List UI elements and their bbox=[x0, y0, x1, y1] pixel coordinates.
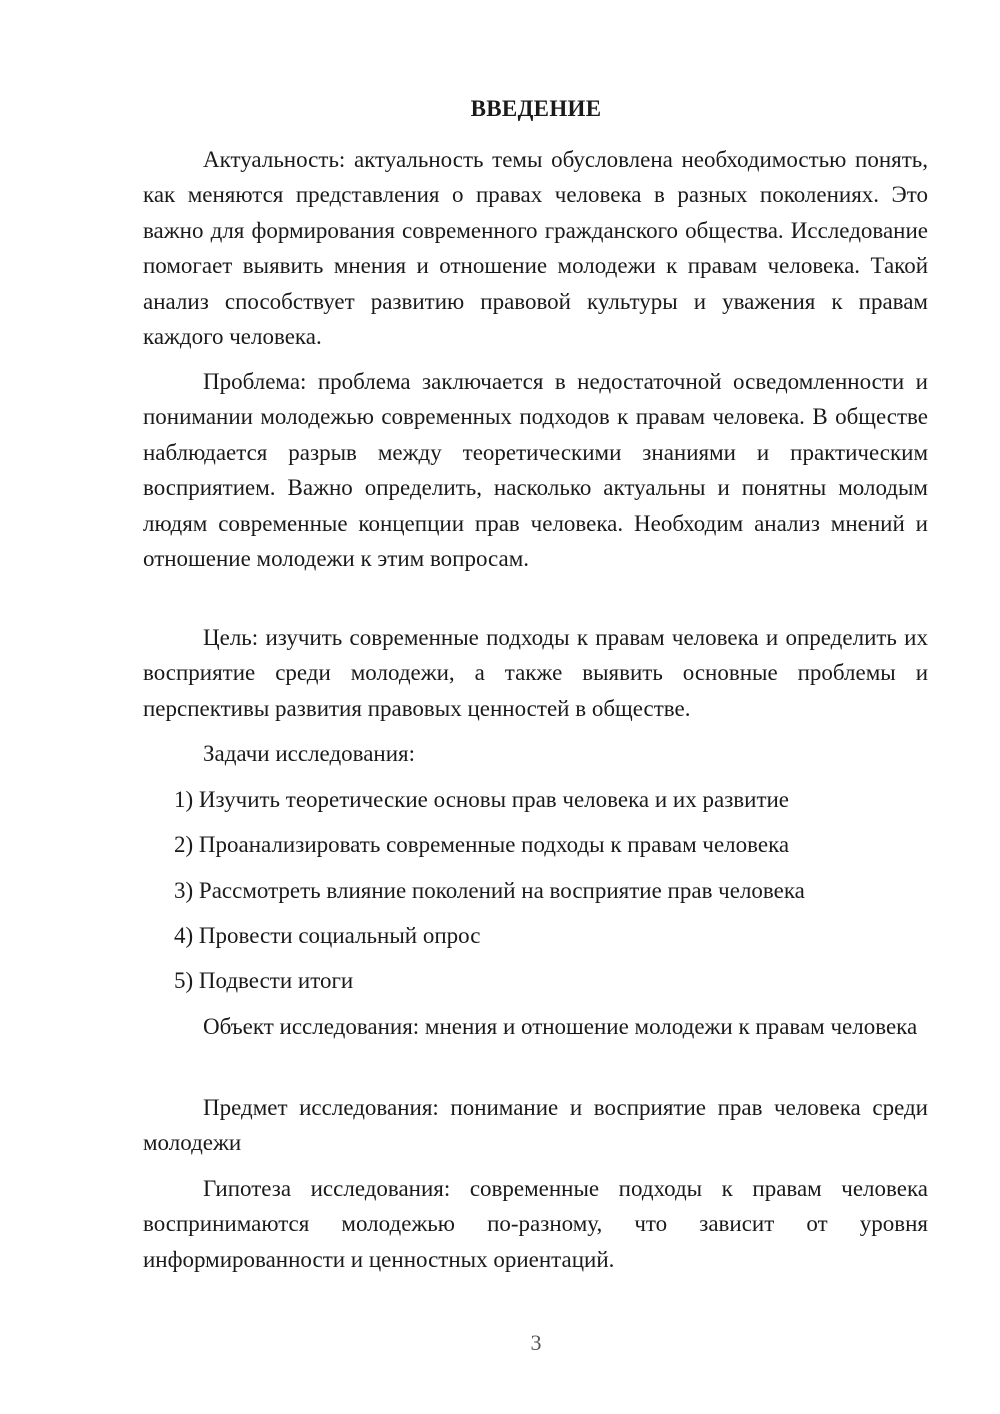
task-item-4: 4) Провести социальный опрос bbox=[174, 923, 481, 948]
subject-paragraph bbox=[143, 1090, 928, 1161]
task-item-5: 5) Подвести итоги bbox=[174, 968, 354, 993]
tasks-heading: Задачи исследования: bbox=[203, 741, 416, 766]
page-title: ВВЕДЕНИЕ bbox=[470, 96, 602, 121]
problem-text: Проблема: проблема заключается в недостаточной осведомленности и понимании молодежью современных подходов к правам человека. В обществе наблюдается разрыв между теоретическими знаниями и практическим восприятием. Важно определить, насколько актуальны и понятны молодым людям современные концепции прав человека. Необходим анализ мнений и отношение молодежи к этим вопросам. bbox=[143, 369, 928, 572]
hypothesis-paragraph bbox=[143, 1171, 928, 1277]
hypothesis-text: Гипотеза исследования: современные подходы к правам человека воспринимаются молодежью по-разному, что зависит от уровня информированности и ценностных ориентаций. bbox=[143, 1176, 928, 1272]
goal-paragraph bbox=[143, 620, 928, 726]
problem-paragraph bbox=[143, 364, 928, 576]
task-item-3: 3) Рассмотреть влияние поколений на восприятие прав человека bbox=[174, 878, 805, 903]
subject-text: Предмет исследования: понимание и восприятие прав человека среди молодежи bbox=[143, 1095, 928, 1156]
page-number: 3 bbox=[530, 1330, 542, 1355]
object-text: Объект исследования: мнения и отношение молодежи к правам человека bbox=[203, 1014, 918, 1039]
task-item-2: 2) Проанализировать современные подходы к правам человека bbox=[174, 832, 790, 857]
goal-text: Цель: изучить современные подходы к правам человека и определить их восприятие среди молодежи, а также выявить основные проблемы и перспективы развития правовых ценностей в обществе. bbox=[143, 625, 928, 721]
task-item-1: 1) Изучить теоретические основы прав человека и их развитие bbox=[174, 787, 790, 812]
object-paragraph bbox=[143, 1009, 928, 1044]
relevance-text: Актуальность: актуальность темы обусловлена необходимостью понять, как меняются представления о правах человека в разных поколениях. Это важно для формирования современного гражданского общества. Исследование помогает выявить мнения и отношение молодежи к правам человека. Такой анализ способствует развитию правовой культуры и уважения к правам каждого человека. bbox=[143, 147, 928, 350]
relevance-paragraph bbox=[143, 142, 928, 354]
